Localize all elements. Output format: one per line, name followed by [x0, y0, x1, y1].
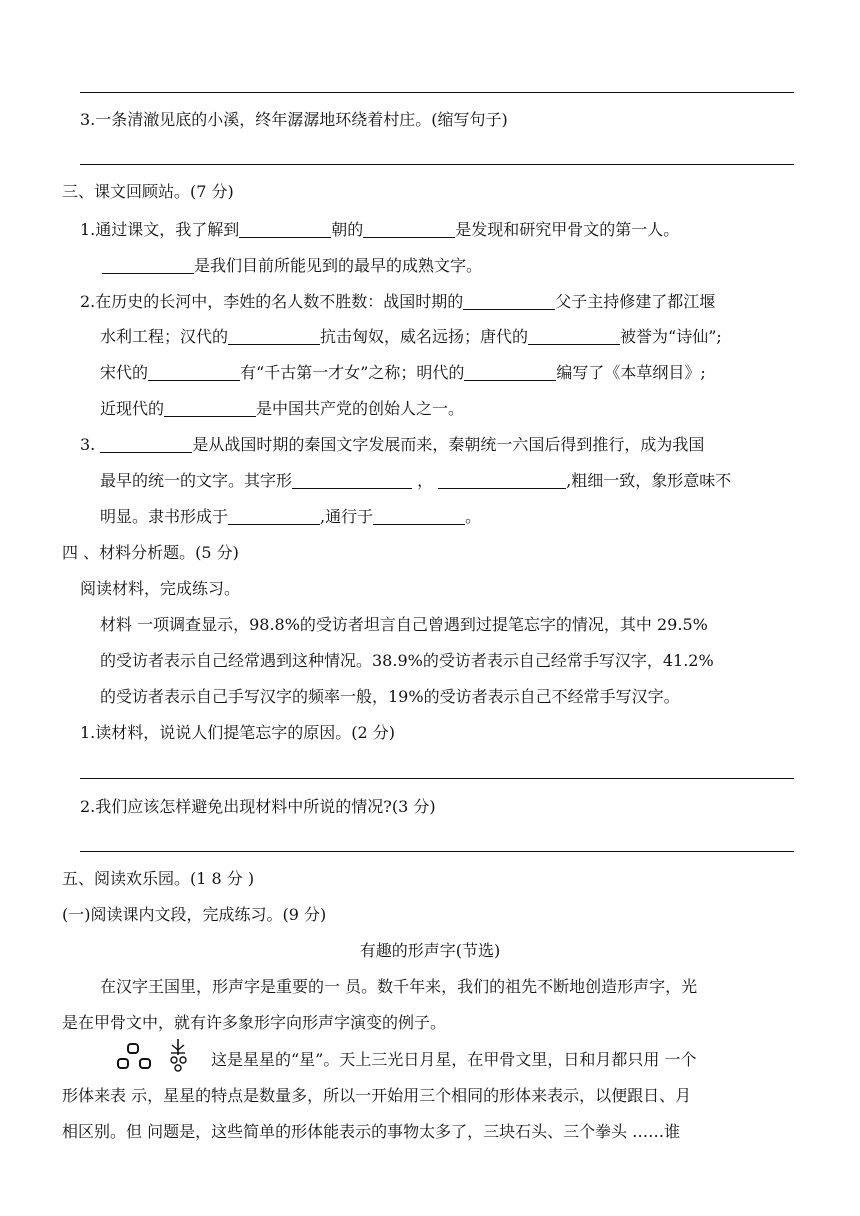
fill-blank[interactable]	[228, 328, 320, 345]
question-text: 是我们目前所能见到的最早的成熟文字。	[102, 256, 482, 276]
fill-blank[interactable]	[438, 472, 566, 489]
answer-line	[80, 92, 794, 93]
instruction-text: 阅读材料，完成练习。	[80, 579, 241, 598]
fill-blank[interactable]	[463, 293, 555, 310]
material-line: 材料 一项调查显示，98.8%的受访者坦言自己曾遇到过提笔忘字的情况，其中 29.5%	[100, 615, 708, 634]
oracle-bone-star-glyph-icon	[116, 1042, 160, 1072]
passage-line: 形体来表 示，星星的特点是数量多，所以一开始用三个相同的形体来表示，以便跟日、月	[62, 1086, 692, 1105]
question-text: 1.通过课文，我了解到 朝的 是发现和研究甲骨文的第一人。	[80, 220, 680, 239]
answer-line	[80, 851, 794, 852]
fill-blank[interactable]	[363, 221, 455, 238]
passage-line: 这是星星的“星”。天上三光日月星，在甲骨文里，日和月都只用 一个	[211, 1050, 697, 1069]
question-text: 1.读材料，说说人们提笔忘字的原因。(2 分)	[80, 723, 396, 742]
fill-blank[interactable]	[528, 328, 620, 345]
question-text: 近现代的 是中国共产党的创始人之一。	[100, 399, 465, 418]
question-text: 宋代的 有“千古第一才女”之称；明代的 编写了《本草纲目》;	[100, 363, 706, 382]
section-heading: 四 、材料分析题。(5 分)	[62, 543, 239, 562]
passage-line: 相区别。但 问题是，这些简单的形体能表示的事物太多了，三块石头、三个拳头 ……谁	[62, 1122, 681, 1141]
passage-line: 在汉字王国里，形声字是重要的一 员。数千年来，我们的祖先不断地创造形声字，光	[100, 977, 698, 996]
question-text: 3. 是从战国时期的秦国文字发展而来，秦朝统一六国后得到推行，成为我国	[80, 435, 705, 454]
passage-title: 有趣的形声字(节选)	[359, 941, 501, 960]
answer-line	[80, 164, 794, 165]
material-line: 的受访者表示自己经常遇到这种情况。38.9%的受访者表示自己经常手写汉字，41.2%	[100, 651, 714, 670]
material-line: 的受访者表示自己手写汉字的频率一般，19%的受访者表示自己不经常手写汉字。	[100, 687, 680, 706]
question-text: 最早的统一的文字。其字形 ， ,粗细一致，象形意味不	[100, 471, 732, 490]
fill-blank[interactable]	[228, 508, 320, 525]
fill-blank[interactable]	[464, 364, 556, 381]
question-text: 2.在历史的长河中，李姓的名人数不胜数：战国时期的 父子主持修建了都江堰	[80, 292, 716, 311]
question-text: 3.一条清澈见底的小溪，终年潺潺地环绕着村庄。(缩写句子)	[80, 110, 508, 129]
question-text: 2.我们应该怎样避免出现材料中所说的情况?(3 分)	[80, 797, 436, 816]
answer-line	[80, 778, 794, 779]
fill-blank[interactable]	[292, 472, 412, 489]
section-heading: 三、课文回顾站。(7 分)	[62, 182, 234, 201]
fill-blank[interactable]	[373, 508, 465, 525]
fill-blank[interactable]	[102, 257, 194, 274]
fill-blank[interactable]	[148, 364, 240, 381]
passage-line: 是在甲骨文中，就有许多象形字向形声字演变的例子。	[62, 1013, 447, 1032]
fill-blank[interactable]	[100, 436, 192, 453]
fill-blank[interactable]	[164, 400, 256, 417]
question-text: 水利工程；汉代的 抗击匈奴，威名远扬；唐代的 被誉为“诗仙”;	[100, 327, 722, 346]
fill-blank[interactable]	[239, 221, 331, 238]
section-heading: 五、阅读欢乐园。(1 8 分 )	[62, 869, 255, 888]
oracle-bone-star-phonetic-glyph-icon	[165, 1038, 191, 1074]
subsection-heading: (一)阅读课内文段，完成练习。(9 分)	[62, 905, 327, 924]
question-text: 明显。隶书形成于 ,通行于 。	[100, 507, 482, 526]
